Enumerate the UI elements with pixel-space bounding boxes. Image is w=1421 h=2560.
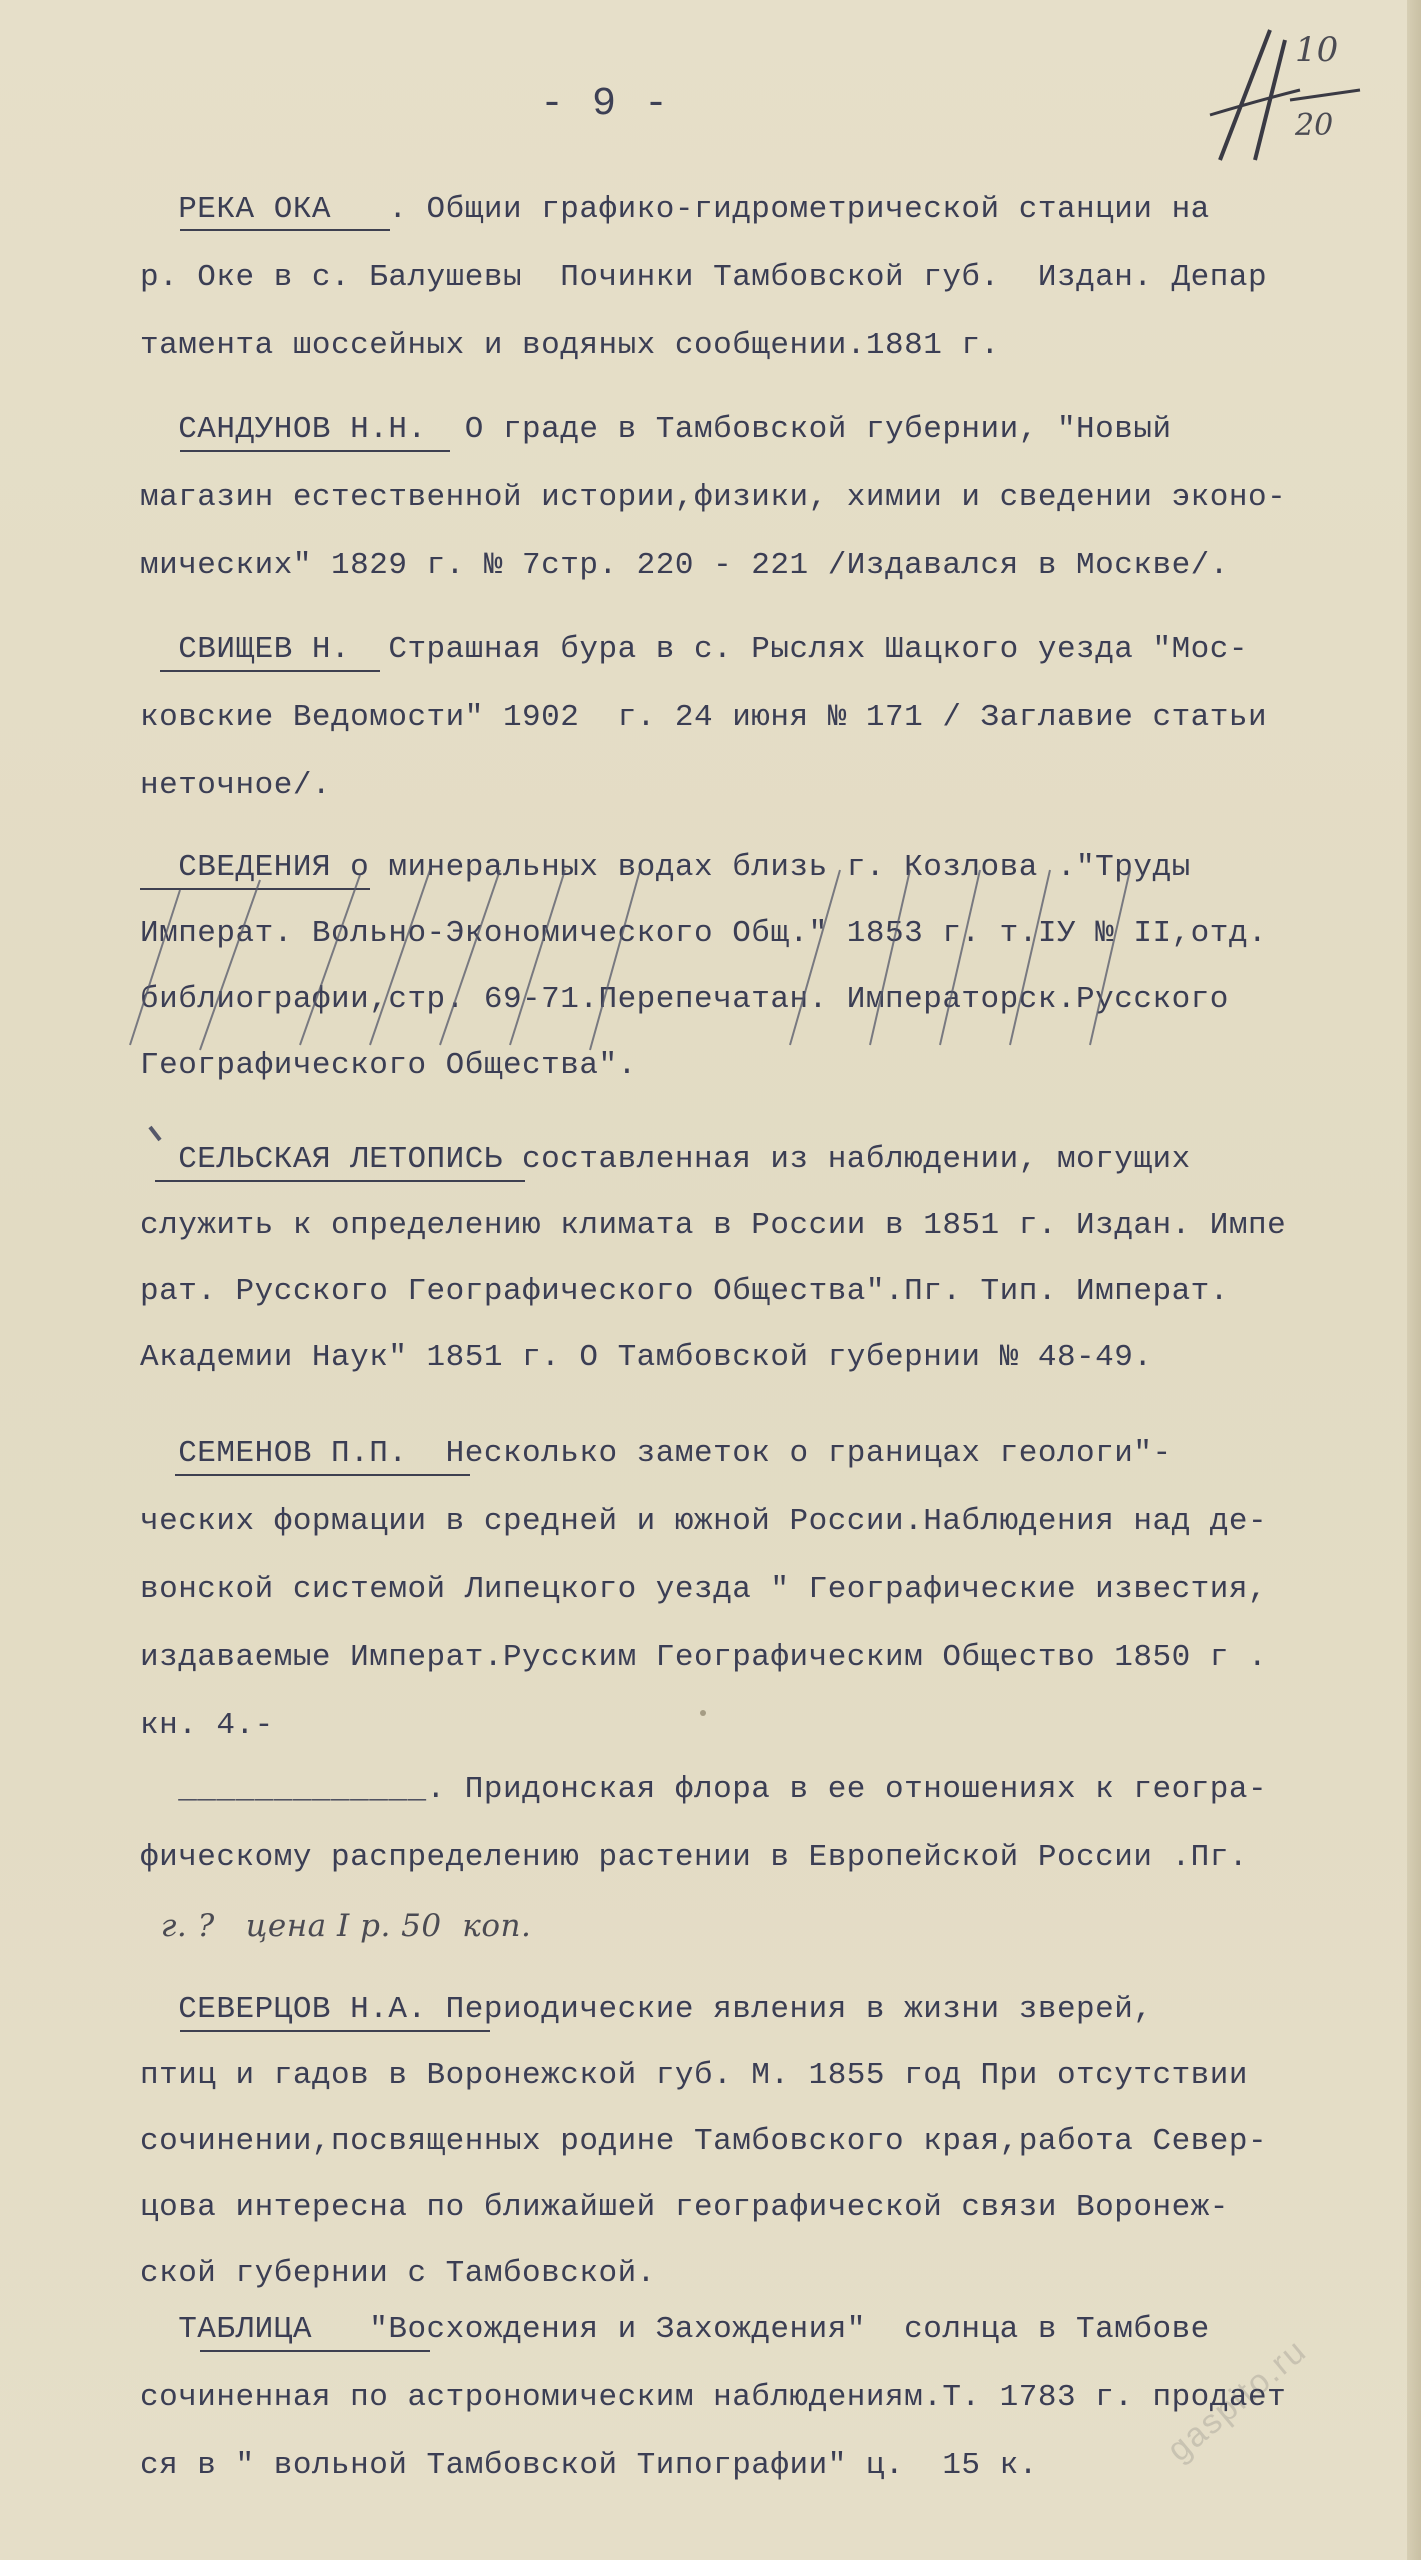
entry-line: СВЕДЕНИЯ о минеральных водах близь г. Козлова ."Труды: [140, 850, 1191, 885]
entry-line: р. Оке в с. Балушевы Починки Тамбовской губ. Издан. Депар: [140, 260, 1268, 295]
entry-line: мических" 1829 г. № 7стр. 220 - 221 /Издавался в Москве/.: [140, 548, 1229, 583]
entry-line: СЕВЕРЦОВ Н.А. Периодические явления в жизни зверей,: [140, 1992, 1153, 2027]
entry-line: ской губернии с Тамбовской.: [140, 2256, 656, 2291]
entry-line: рат. Русского Географического Общества".Пг. Тип. Императ.: [140, 1274, 1229, 1309]
folio-number-bottom: 20: [1295, 108, 1334, 143]
entry-line: магазин естественной истории,физики, химии и сведении эконо-: [140, 480, 1287, 515]
entry-line: фическому распределению растении в Европейской России .Пг.: [140, 1840, 1248, 1875]
entry-line: СЕМЕНОВ П.П. Несколько заметок о границах геологи"-: [140, 1436, 1172, 1471]
entry-line: Императ. Вольно-Экономического Общ." 1853 г. т.IУ № II,отд.: [140, 916, 1268, 951]
entry-line: г. ? цена I р. 50 коп.: [140, 1908, 532, 1944]
entry-line: цова интересна по ближайшей географической связи Воронеж-: [140, 2190, 1229, 2225]
entry-line: тамента шоссейных и водяных сообщении.1881 г.: [140, 328, 1000, 363]
entry-line: издаваемые Императ.Русским Географическим Общество 1850 г .: [140, 1640, 1268, 1675]
entry-line: ТАБЛИЦА "Восхождения и Захождения" солнца в Тамбове: [140, 2312, 1210, 2347]
entry-line: СВИЩЕВ Н. Страшная бура в с. Рыслях Шацкого уезда "Мос-: [140, 632, 1248, 667]
entry-line: ковские Ведомости" 1902 г. 24 июня № 171 / Заглавие статьи: [140, 700, 1268, 735]
entry-line: сочинении,посвященных родине Тамбовского края,работа Север-: [140, 2124, 1268, 2159]
entry-line: сочиненная по астрономическим наблюдениям.Т. 1783 г. продает: [140, 2380, 1287, 2415]
entry-line: неточное/.: [140, 768, 332, 803]
page-number: - 9 -: [540, 82, 671, 127]
paper-speck: [700, 1710, 706, 1716]
entry-line: птиц и гадов в Воронежской губ. М. 1855 год При отсутствии: [140, 2058, 1248, 2093]
entry-line: РЕКА ОКА . Общии графико-гидрометрической станции на: [140, 192, 1210, 227]
entry-line: служить к определению климата в России в 1851 г. Издан. Импе: [140, 1208, 1287, 1243]
entry-line: библиографии,стр. 69-71.Перепечатан. Императорск.Русского: [140, 982, 1229, 1017]
watermark: gaspito.ru: [1160, 2331, 1315, 2470]
entry-line: ся в " вольной Тамбовской Типографии" ц. 15 к.: [140, 2448, 1038, 2483]
entry-line: САНДУНОВ Н.Н. О граде в Тамбовской губернии, "Новый: [140, 412, 1172, 447]
entry-line: Академии Наук" 1851 г. О Тамбовской губернии № 48-49.: [140, 1340, 1153, 1375]
entry-line: кн. 4.-: [140, 1708, 274, 1743]
entry-line: ческих формации в средней и южной России.Наблюдения над де-: [140, 1504, 1268, 1539]
entry-line: Географического Общества".: [140, 1048, 637, 1083]
entry-line: _____________. Придонская флора в ее отношениях к геогра-: [140, 1772, 1268, 1807]
entry-line: вонской системой Липецкого уезда " Географические известия,: [140, 1572, 1268, 1607]
entry-line: СЕЛЬСКАЯ ЛЕТОПИСЬ составленная из наблюдении, могущих: [140, 1142, 1191, 1177]
folio-number-top: 10: [1295, 30, 1339, 70]
